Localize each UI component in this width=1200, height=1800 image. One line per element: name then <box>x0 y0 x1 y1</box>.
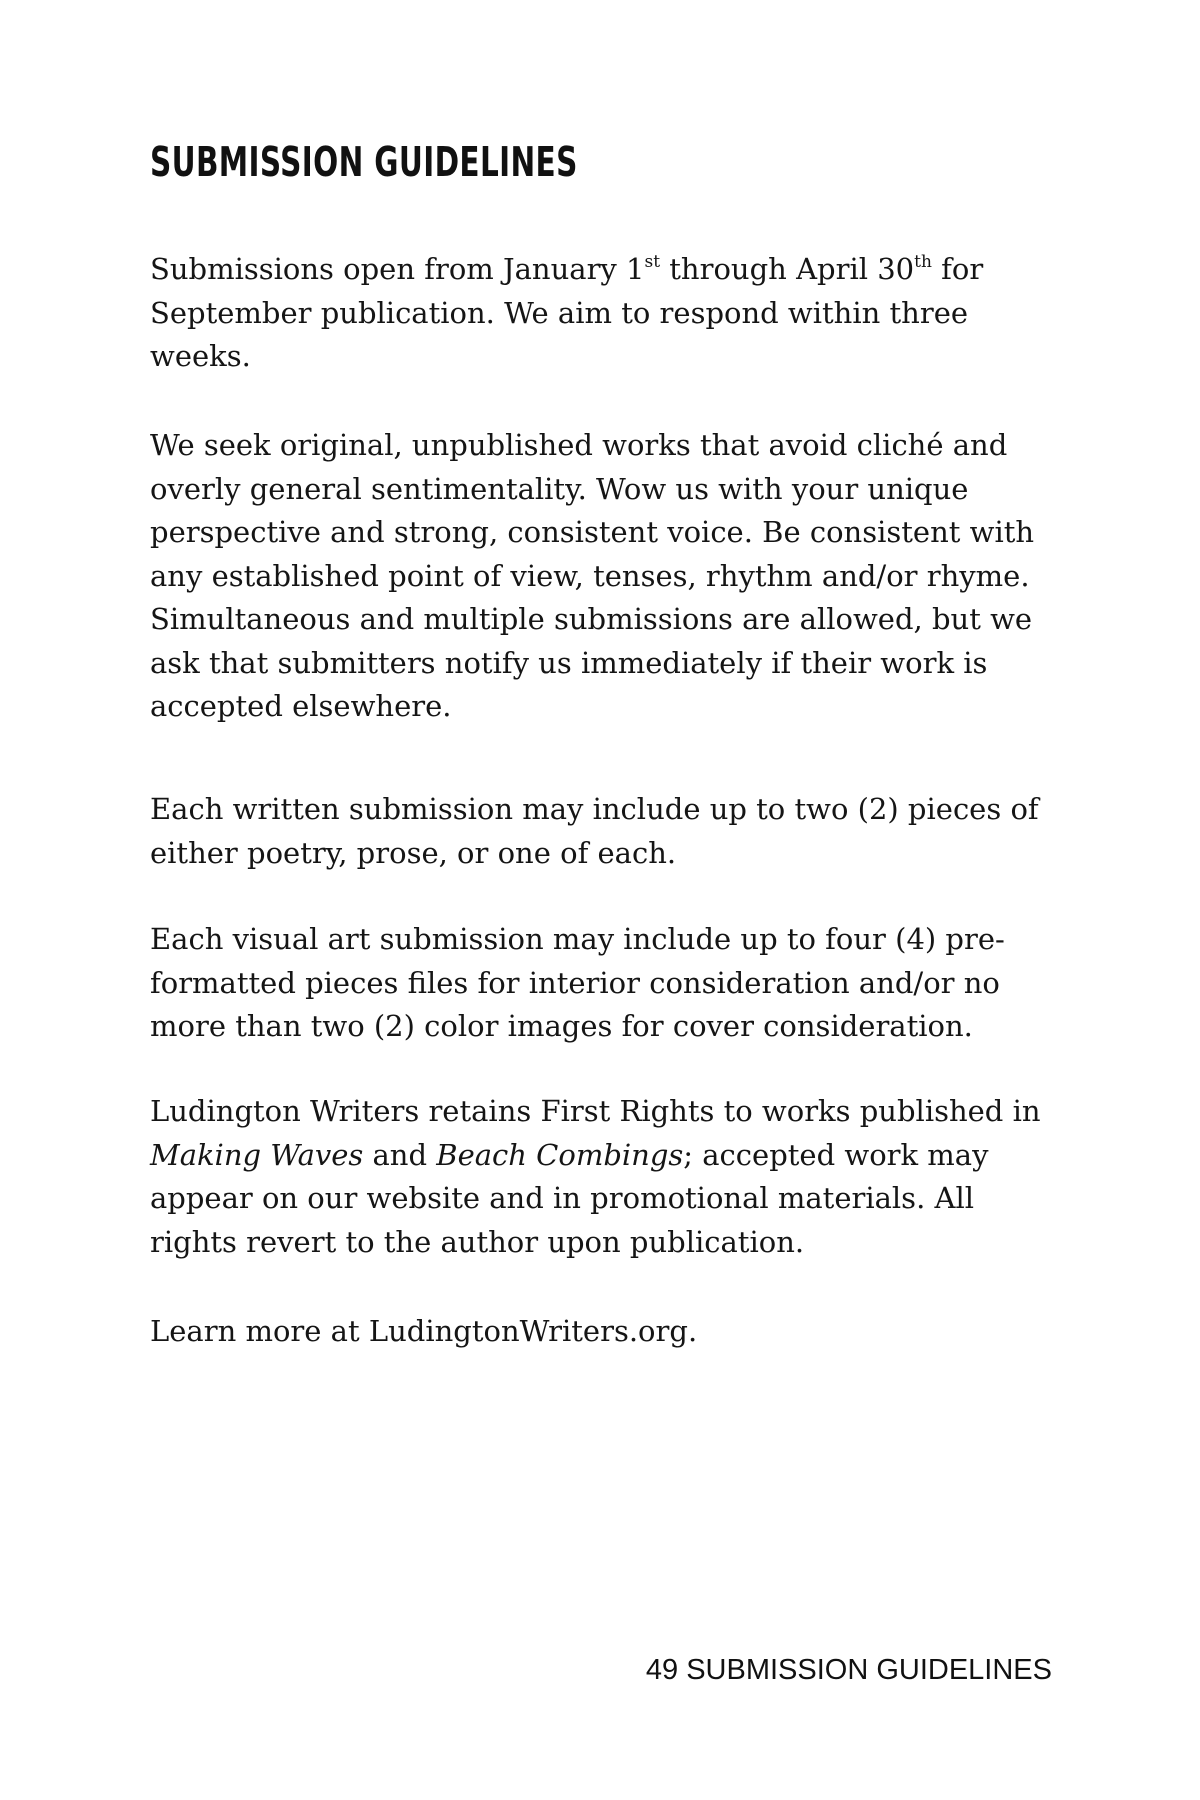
content-guidelines-paragraph <box>150 424 1050 729</box>
text-segment: through April 30 <box>660 252 915 286</box>
text-segment: Ludington Writers retains First Rights to works published in <box>150 1094 1041 1128</box>
ordinal-suffix: st <box>644 252 661 272</box>
visual-art-submission-paragraph <box>150 918 1050 1049</box>
paragraph-text: Each visual art submission may include up to four (4) pre-formatted pieces files for interior consideration and/or no more than two (2) color images for cover consideration. <box>150 922 1005 1043</box>
submission-period-paragraph <box>150 248 1050 379</box>
publication-title: Making Waves <box>150 1137 364 1172</box>
written-submission-paragraph <box>150 788 1050 875</box>
text-segment: ; accepted work may appear on our website and in promotional materials. All rights revert to the author upon publication. <box>150 1137 989 1259</box>
ordinal-suffix: th <box>914 252 932 272</box>
text-segment: Submissions open from January 1 <box>150 252 645 286</box>
text-segment: for September publication. We aim to respond within three weeks. <box>150 252 984 373</box>
paragraph-text: We seek original, unpublished works that avoid cliché and overly general sentimentality. Wow us with your unique perspective and strong, consistent voice. Be consistent with any established point of view, tenses, rhythm and/or rhyme. Simultaneous and multiple submissions are allowed, but we ask that submitters notify us immediately if their work is accepted elsewhere. <box>150 428 1035 723</box>
learn-more-paragraph <box>150 1310 1050 1354</box>
paragraph-text: Learn more at LudingtonWriters.org. <box>150 1314 698 1348</box>
paragraph-text: Each written submission may include up to two (2) pieces of either poetry, prose, or one of each. <box>150 792 1039 870</box>
publication-title: Beach Combings <box>436 1137 684 1172</box>
page-heading: SUBMISSION GUIDELINES <box>150 138 578 186</box>
text-segment: and <box>363 1137 437 1172</box>
rights-paragraph <box>150 1090 1050 1264</box>
page-footer: 49 SUBMISSION GUIDELINES <box>645 1654 1052 1686</box>
